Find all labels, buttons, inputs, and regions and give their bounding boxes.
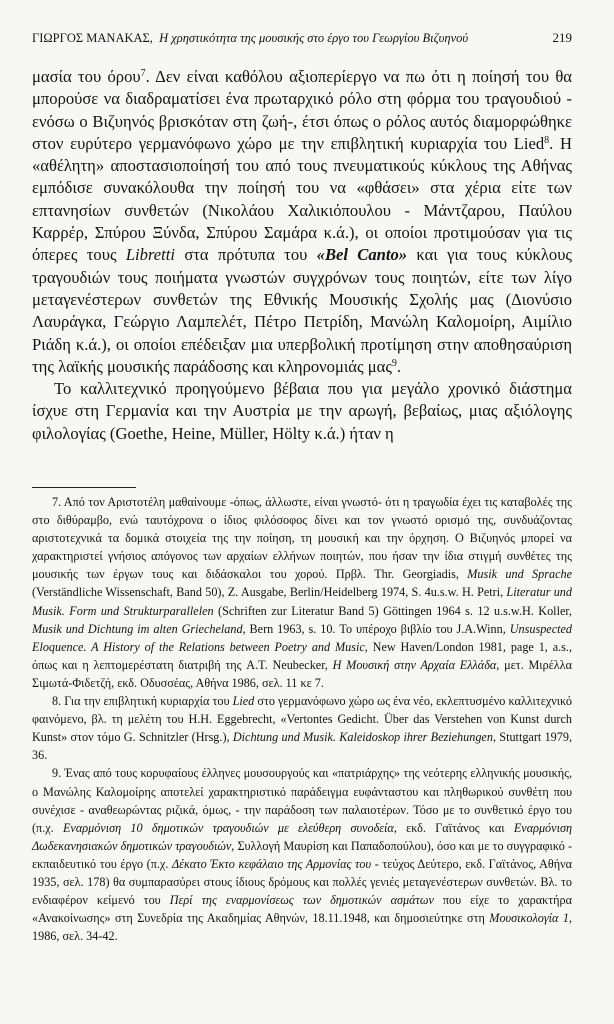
- footnote-title: Musik und Dichtung im alten Griecheland: [32, 621, 243, 636]
- footnote-text: 7. Από τον Αριστοτέλη μαθαίνουμε -όπως, άλλωστε, είναι γνωστό- ότι η τραγωδία έχει τις καταβολές της στο διθύραμβο, ενώ ταυτόχρονα ο ίδιος φιλόσοφος δίνει και τον γνωστό ορισμό της, συνδυάζοντας αριστοτεχνικά τα δομικά στοιχεία της την ποίηση, τη μουσική και την όρχηση. Ο Βιζυηνός μπορεί να χαρακτηριστεί γνήσιος απόγονος των αρχαίων ελλήνων ποιητών, που ήσαν την ίδια στιγμή συνθέτες της μουσικής των έργων τους και διδάσκαλοι του χορού. Πρβλ. Thr. Georgiadis,: [32, 495, 572, 582]
- footnote-title: Musik und Sprache: [467, 567, 572, 582]
- footnote-title: Unsuspected Eloquence. A History of the Relations between Poetry and Music: [32, 621, 573, 654]
- footnote-title: Μουσικολογία 1: [489, 911, 569, 926]
- footnote-title: Η Μουσική στην Αρχαία Ελλάδα: [332, 657, 497, 672]
- footnote-text: , Συλλογή Μαυρίση και Παπαδοπούλου), όσο και με το συγγραφικό - εκπαιδευτικό του έργο (π.χ.: [32, 838, 573, 871]
- footnote-9: [32, 764, 572, 945]
- paragraph-text: . Δεν είναι καθόλου αξιοπερίεργο να πω ότι η ποίησή του θα μπορούσε να διαδραματίσει ένα πρωταρχικό ρόλο στη φόρμα του τραγουδιού - ενόσω ο Βιζυηνός βρισκόταν στη ζωή-, έτσι όπως ο ρόλος αυτός διαμορφώθηκε στον ευρύτερο γερμανόφωνο χώρο με την επιβλητική κυριαρχία του Lied: [32, 67, 572, 153]
- footnote-text: (Schriften zur Literatur Band 5) Göttingen 1964 s. 12 u.s.w.H. Koller,: [213, 603, 572, 618]
- running-header: [32, 30, 572, 46]
- footnote-text: 9. Ένας από τους κορυφαίους έλληνες μουσουργούς και «πατριάρχης» της νεότερης ελληνικής μουσικής, ο Μανώλης Καλομοίρης αποτελεί χαρακτηριστικό παράδειγμα ευφάνταστου και πληθωρικού συνθέτη που συνέχισε - αναθεωρώντας ριζικά, όμως, - την παράδοση των παλαιοτέρων. Τόσο με το συνθετικό έργο του (π.χ.: [32, 766, 572, 835]
- footnote-title: Literatur und Musik. Form und Strukturparallelen: [32, 585, 572, 618]
- footnote-text: που είχε το χαρακτήρα «Ανακοίνωσης» στη Συνεδρία της Ακαδημίας Αθηνών, 18.11.1948, και δημοσιεύτηκε στη: [32, 893, 572, 926]
- header-title: Η χρηστικότητα της μουσικής στο έργο του Γεωργίου Βιζυηνού: [159, 31, 469, 45]
- footnote-title: Δέκατο Έκτο κεφάλαιο της Αρμονίας του: [172, 856, 372, 871]
- paragraph-text: .: [396, 356, 402, 376]
- footnote-text: , Stuttgart 1979, 36.: [32, 730, 572, 763]
- italic-term: Libretti: [125, 245, 176, 265]
- footnote-title: Lied: [232, 694, 255, 709]
- footnotes: [32, 493, 572, 945]
- footnote-8: [32, 692, 572, 764]
- paragraph-text: και για τους κύκλους τραγουδιών τους ποιήματα γνωστών συγχρόνων τους ποιητών, είτε των λίγο μεταγενέστερων συνθετών της Εθνικής Μουσικής Σχολής μας (Διονύσιο Λαυράγκα, Γεώργιο Λαμπελέτ, Πέτρο Πετρίδη, Μανώλη Καλομοίρη, Αιμίλιο Ριάδη κ.ά.), οι οποίοι επέδειξαν μια υπερβολική προτίμηση στην αποθησαύριση της λαϊκής μουσικής παράδοσης και κληρονομιάς μας: [32, 245, 572, 376]
- footnote-7: [32, 493, 572, 692]
- footnote-text: , μετ. Μιρέλλα Σιμωτά-Φιδετζή, εκδ. Οδυσσέας, Αθήνα 1986, σελ. 11 κε 7.: [32, 657, 572, 690]
- footnote-title: Περί της εναρμονίσεως των δημοτικών ασμάτων: [169, 893, 434, 908]
- footnote-text: , New Haven/London 1981, page 1, a.s., όπως και η λεπτομερέστατη διατριβή της A.T. Neubecker,: [32, 639, 573, 672]
- footnote-ref-8: 8: [544, 134, 550, 146]
- footnote-text: (Verständliche Wissenschaft, Band 50), Z. Ausgabe, Berlin/Heidelberg 1974, S. 4u.s.w. H. Petri,: [32, 585, 507, 600]
- footnote-ref-9: 9: [391, 357, 397, 369]
- italic-term: «Bel Canto»: [316, 245, 408, 265]
- paragraph-1: [32, 66, 572, 378]
- paragraph-text: μασία του όρου: [32, 67, 141, 86]
- footnote-text: , 1986, σελ. 34-42.: [32, 911, 572, 944]
- footnote-title: Dichtung und Musik. Kaleidoskop ihrer Beziehungen: [232, 730, 493, 745]
- page-number: 219: [552, 30, 572, 45]
- footnote-text: στο γερμανόφωνο χώρο ως ένα νέο, εκλεπτυσμένο καλλιτεχνικό φαινόμενο, βλ. τη μελέτη του H.H. Eggebrecht, «Vertontes Gedicht. Über das Verstehen von Kunst durch Kunst» στον τόμο G. Schnitzler (Hrsg.),: [32, 694, 572, 745]
- footnote-text: , εκδ. Γαϊτάνος και: [393, 820, 514, 835]
- footnote-ref-7: 7: [140, 68, 146, 79]
- footnote-text: 8. Για την επιβλητική κυριαρχία του: [52, 694, 233, 709]
- paragraph-text: . Η «αθέλητη» αποστασιοποίησή του από τους πνευματικούς κύκλους της Αθήνας εμπόδισε συνακόλουθα την ποίησή του να «φθάσει» στα χέρια είτε των επτανησίων συνθετών (Νικολάου Χαλικιόπουλου - Μάντζαρου, Παύλου Καρρέρ, Σπύρου Ξύνδα, Σπύρου Σαμάρα κ.ά.), οι οποίοι προτιμούσαν για τις όπερες τους: [32, 133, 572, 265]
- paragraph-2: Το καλλιτεχνικό προηγούμενο βέβαια που για μεγάλο χρονικό διάστημα ίσχυε στη Γερμανία και την Αυστρία με την αρωγή, βεβαίως, μιας αξιόλογης φιλολογίας (Goethe, Heine, Müller, Hölty κ.ά.) ήταν η: [32, 379, 572, 443]
- footnote-text: , Bern 1963, s. 10. Το υπέροχο βιβλίο του J.A.Winn,: [242, 621, 510, 636]
- paragraph-text: στα πρότυπα του: [175, 245, 317, 265]
- footnote-title: Εναρμόνιση Δωδεκανησιακών δημοτικών τραγουδιών: [32, 820, 573, 853]
- header-author: ΓΙΩΡΓΟΣ ΜΑΝΑΚΑΣ,: [32, 31, 153, 45]
- main-text: [32, 66, 572, 445]
- footnote-title: Εναρμόνιση 10 δημοτικών τραγουδιών με ελεύθερη συνοδεία: [62, 820, 394, 835]
- footnote-text: - τεύχος Δεύτερο, εκδ. Γαϊτάνος, Αθήνα 1935, σελ. 178) θα συμπαρασύρει στους ίδιους δρόμους και πολλές γενιές μεταγενέστερων συνθετών. Βλ. το ενδιαφέρον κείμενό του: [32, 856, 572, 908]
- footnote-separator: [32, 487, 136, 488]
